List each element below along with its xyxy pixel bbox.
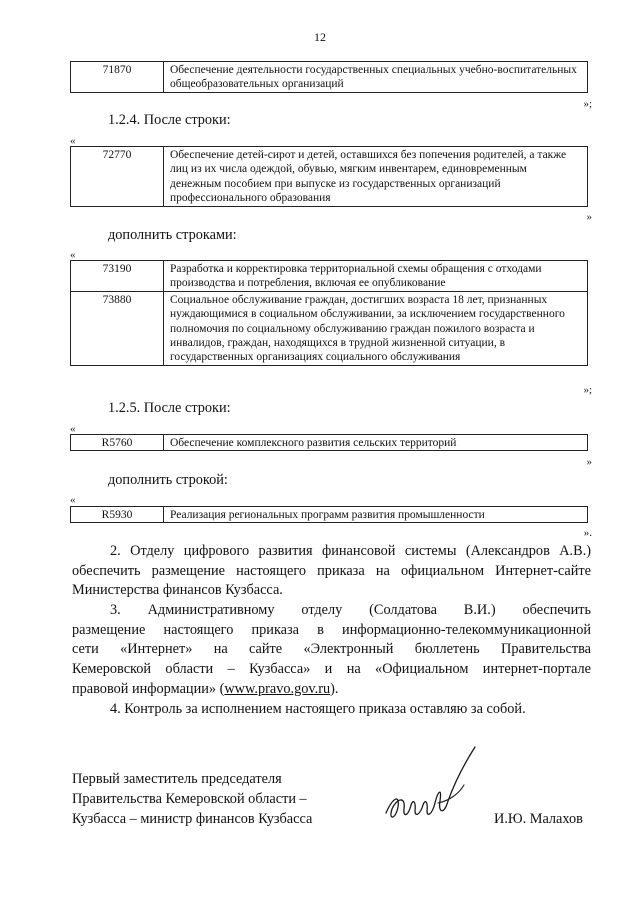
closing-quote: » [586, 211, 592, 223]
table-cell-text: Разработка и корректировка территориальной схемы обращения с отходами производства и потребления, включая ее опубликование [164, 261, 588, 292]
table-row [71, 62, 588, 93]
page-number: 12 [314, 30, 326, 44]
table-cell-code: 72770 [71, 147, 164, 207]
clause-line: Кемеровской области – Кузбасса» и на «Официальном интернет-портале [72, 661, 591, 677]
item-heading: дополнить строкой: [108, 472, 228, 488]
table-cell-text: Обеспечение деятельности государственных специальных учебно-воспитательных общеобразовательных организаций [164, 62, 588, 93]
clause-text: ). [330, 681, 339, 697]
table-cell-text: Реализация региональных программ развития промышленности [164, 507, 588, 523]
table-cell-code: R5760 [71, 435, 164, 451]
budget-table [70, 506, 588, 523]
table-cell-text: Обеспечение детей-сирот и детей, оставшихся без попечения родителей, а также лиц из их числа одеждой, обувью, мягким инвентарем, единовременным денежным пособием при выпуске из государственных организаций профессионального образования [164, 147, 588, 207]
clause-line: сети «Интернет» на сайте «Электронный бюллетень Правительства [72, 641, 591, 657]
item-heading: дополнить строками: [108, 227, 237, 243]
clause-line: 3. Административному отделу (Солдатова В.И.) обеспечить [110, 602, 591, 618]
budget-table [70, 434, 588, 451]
budget-table [70, 260, 588, 366]
table-row [71, 147, 588, 207]
opening-quote: « [70, 423, 76, 435]
table-row [71, 261, 588, 292]
opening-quote: « [70, 494, 76, 506]
closing-quote: ». [583, 527, 592, 539]
signatory-line: Правительства Кемеровской области – [72, 791, 307, 807]
table-cell-text: Социальное обслуживание граждан, достигших возраста 18 лет, признанных нуждающимися в социальном обслуживании, за исключением государственного полномочия по социальному обслуживанию граждан пожилого возраста и инвалидов, граждан, находящихся в трудной жизненной ситуации, в государственных организациях социального обслуживания [164, 291, 588, 365]
opening-quote: « [70, 249, 76, 261]
table-cell-code: R5930 [71, 507, 164, 523]
closing-quote: »; [583, 384, 592, 396]
closing-quote: »; [583, 98, 592, 110]
opening-quote: « [70, 135, 76, 147]
table-cell-code: 73190 [71, 261, 164, 292]
budget-table [70, 61, 588, 93]
item-heading: 1.2.4. После строки: [108, 112, 231, 128]
table-row [71, 507, 588, 523]
handwritten-signature [378, 743, 486, 833]
signatory-line: Первый заместитель председателя [72, 771, 282, 787]
clause-line: обеспечить размещение настоящего приказа на официальном Интернет-сайте [72, 563, 591, 579]
clause-line: 2. Отделу цифрового развития финансовой системы (Александров А.В.) [110, 543, 591, 559]
clause-4: 4. Контроль за исполнением настоящего приказа оставляю за собой. [110, 701, 526, 717]
table-row [71, 291, 588, 365]
signatory-line: Кузбасса – министр финансов Кузбасса [72, 811, 313, 827]
signatory-name: И.Ю. Малахов [494, 811, 583, 827]
budget-table [70, 146, 588, 207]
clause-text: правовой информации» ( [72, 681, 225, 697]
clause-line: размещение настоящего приказа в информационно-телекоммуникационной [72, 622, 591, 638]
table-cell-code: 71870 [71, 62, 164, 93]
clause-line: Министерства финансов Кузбасса. [72, 582, 283, 598]
table-cell-text: Обеспечение комплексного развития сельских территорий [164, 435, 588, 451]
pravo-link[interactable]: www.pravo.gov.ru [224, 681, 331, 697]
closing-quote: » [586, 456, 592, 468]
item-heading: 1.2.5. После строки: [108, 400, 231, 416]
table-cell-code: 73880 [71, 291, 164, 365]
clause-line [72, 680, 338, 700]
table-row [71, 435, 588, 451]
